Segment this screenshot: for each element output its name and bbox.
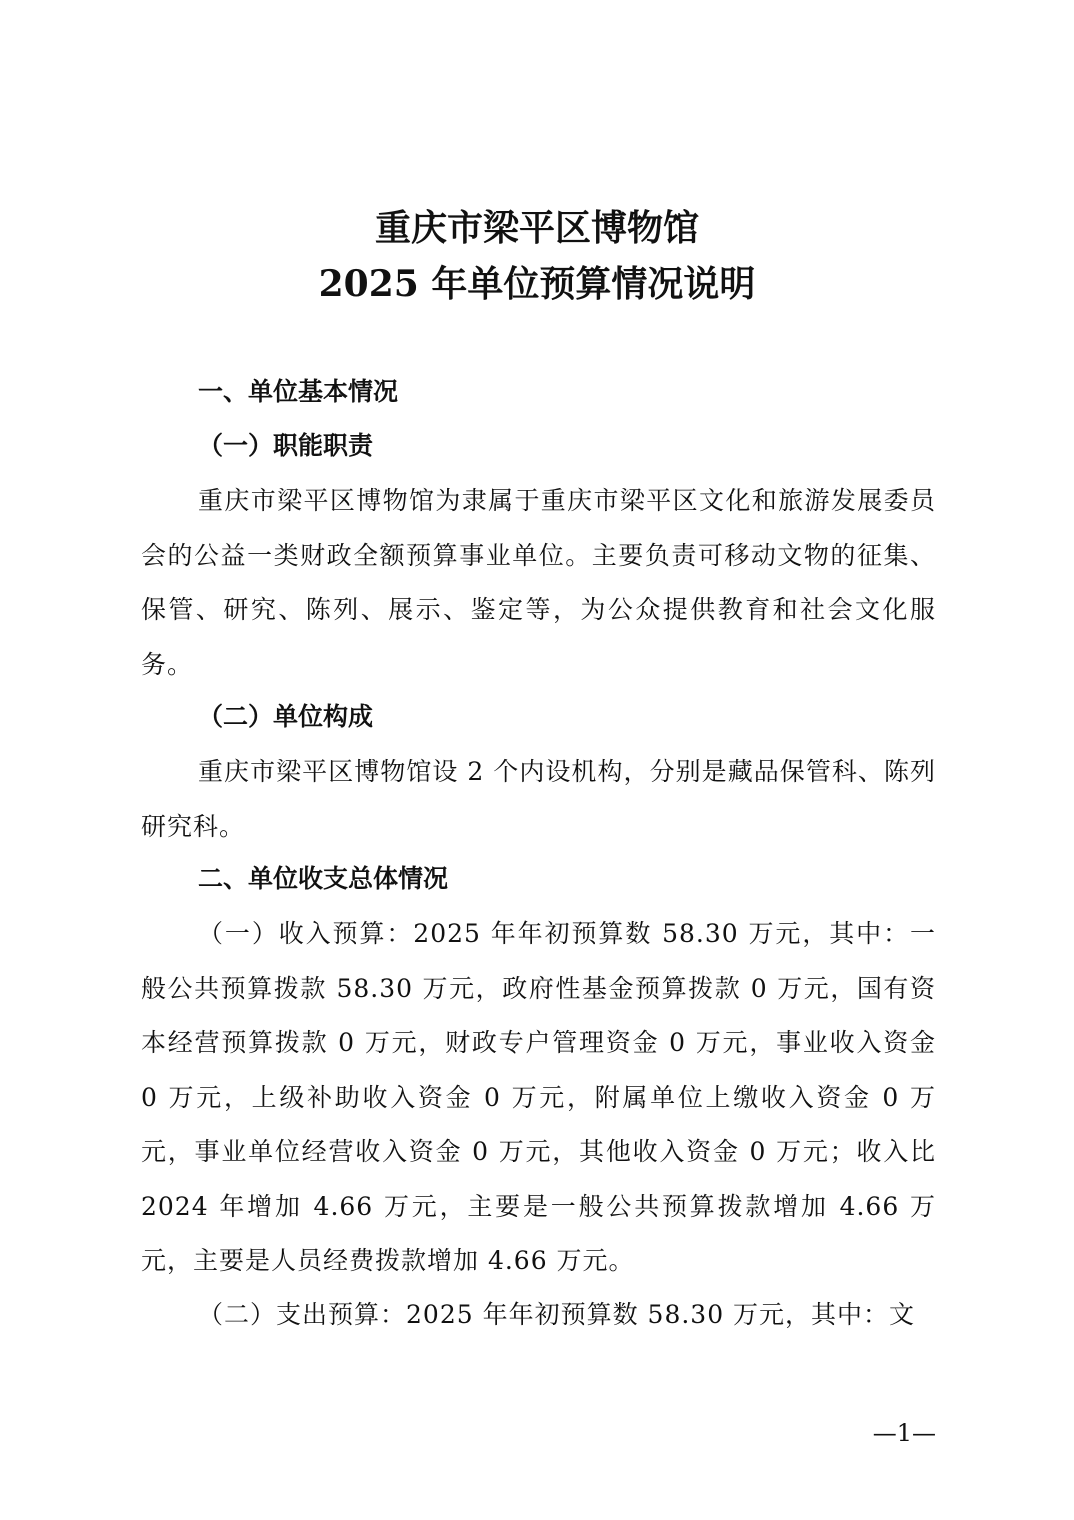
subheading-composition: （二）单位构成: [198, 702, 374, 731]
section-heading-revenue-expenditure: 二、单位收支总体情况: [198, 864, 449, 893]
paragraph-functions: 重庆市梁平区博物馆为隶属于重庆市梁平区文化和旅游发展委员会的公益一类财政全额预算事业单位。主要负责可移动文物的征集、保管、研究、陈列、展示、鉴定等，为公众提供教育和社会文化服务。: [141, 486, 936, 679]
expenditure-budget-text: ：2025 年年初预算数 58.30 万元，其中：文: [380, 1300, 916, 1329]
section-heading-basic-info: 一、单位基本情况: [198, 377, 399, 406]
page-number: —1—: [872, 1419, 936, 1447]
subheading-functions: （一）职能职责: [198, 431, 374, 460]
paragraph-revenue-budget: [141, 907, 936, 1289]
revenue-budget-text: ：2025 年年初预算数 58.30 万元，其中：一般公共预算拨款 58.30 万元，政府性基金预算拨款 0 万元，国有资本经营预算拨款 0 万元，财政专户管理资金 0 万元，事业收入资金 0 万元，上级补助收入资金 0 万元，附属单位上缴收入资金 0 万元，事业单位经营收入资金 0 万元，其他收入资金 0 万元；收入比 2024 年增加 4.66 万元，主要是一般公共预算拨款增加 4.66 万元，主要是人员经费拨款增加 4.66 万元。: [141, 919, 936, 1275]
expenditure-budget-lead: （二）支出预算: [198, 1300, 381, 1329]
paragraph-composition: 重庆市梁平区博物馆设 2 个内设机构，分别是藏品保管科、陈列研究科。: [141, 757, 936, 841]
paragraph-expenditure-budget: [141, 1288, 936, 1343]
document-title-line2: 2025 年单位预算情况说明: [318, 263, 756, 305]
document-title-line1: 重庆市梁平区博物馆: [374, 207, 699, 249]
revenue-budget-lead: （一）收入预算: [198, 919, 387, 948]
